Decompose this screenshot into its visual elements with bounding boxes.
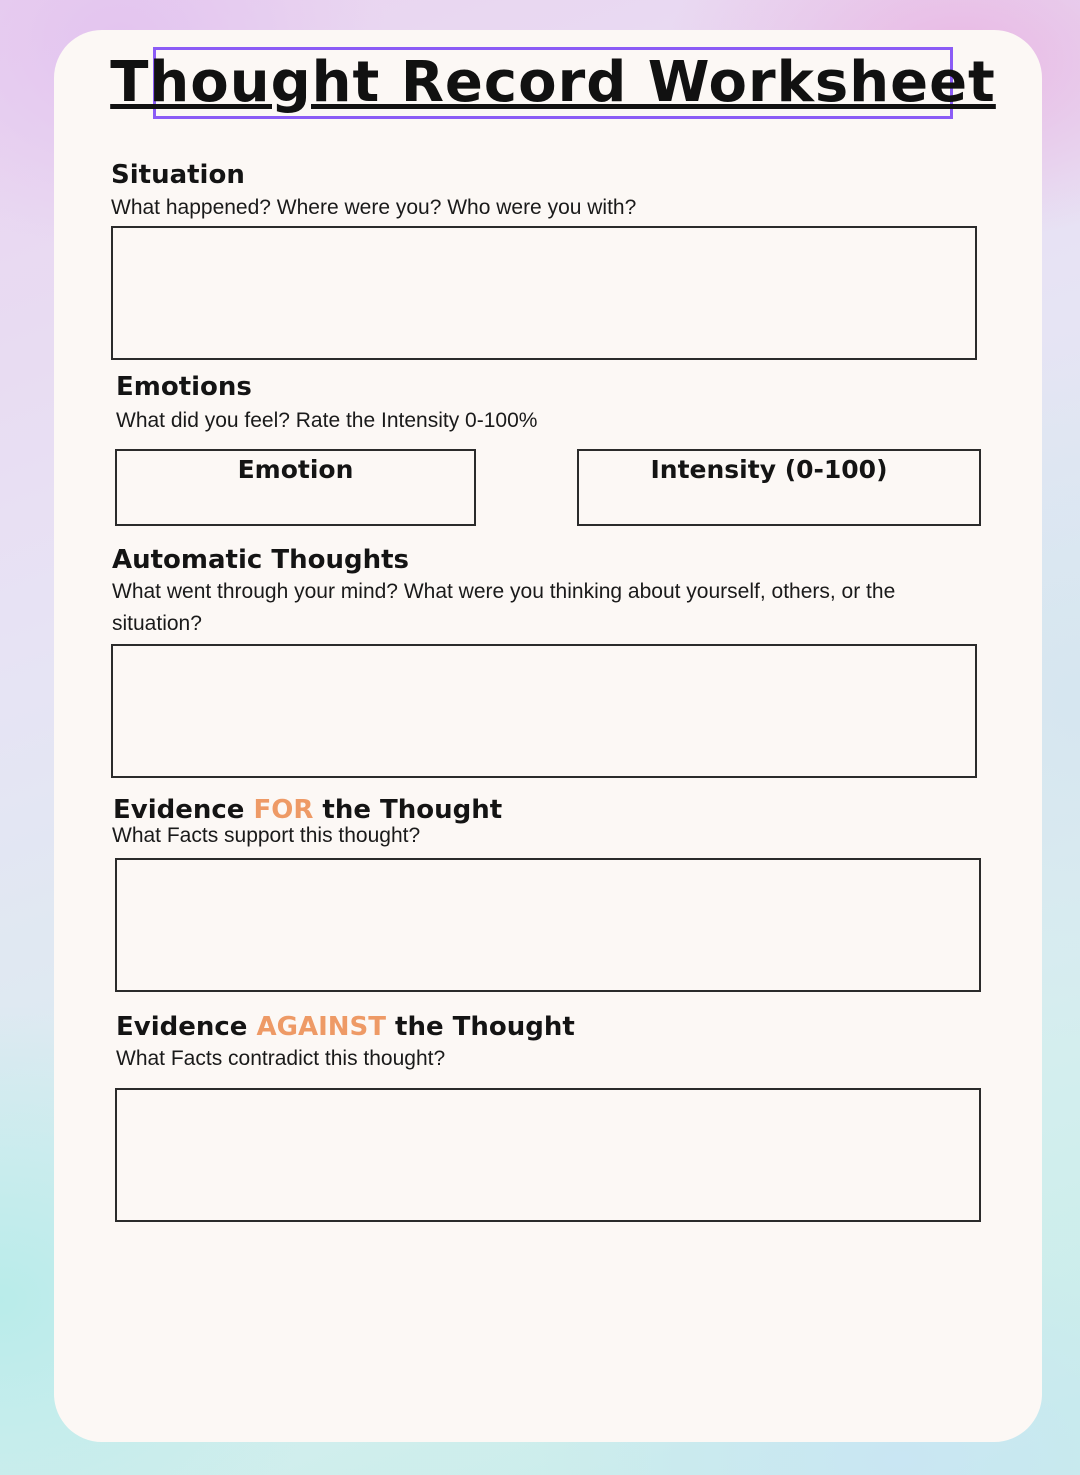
situation-answer-box[interactable] xyxy=(111,226,977,360)
evidence-against-heading-pre: Evidence xyxy=(116,1012,257,1042)
title-frame xyxy=(110,47,996,119)
situation-heading: Situation xyxy=(111,160,245,190)
intensity-column-label: Intensity (0-100) xyxy=(650,455,888,484)
automatic-thoughts-answer-box[interactable] xyxy=(111,644,977,778)
emotion-answer-box[interactable] xyxy=(115,449,476,526)
evidence-for-prompt: What Facts support this thought? xyxy=(112,824,421,847)
evidence-for-answer-box[interactable] xyxy=(115,858,981,992)
emotion-column-label: Emotion xyxy=(237,455,354,484)
situation-prompt: What happened? Where were you? Who were you with? xyxy=(111,196,637,219)
evidence-against-heading-post: the Thought xyxy=(385,1012,575,1042)
evidence-against-prompt: What Facts contradict this thought? xyxy=(116,1047,446,1070)
evidence-for-heading xyxy=(113,797,502,823)
evidence-against-highlight: AGAINST xyxy=(256,1012,386,1042)
automatic-thoughts-heading: Automatic Thoughts xyxy=(112,545,410,575)
emotions-prompt: What did you feel? Rate the Intensity 0-100% xyxy=(116,409,538,432)
evidence-for-heading-pre: Evidence xyxy=(113,795,254,825)
page-title: Thought Record Worksheet xyxy=(110,50,996,115)
evidence-against-heading xyxy=(116,1014,575,1040)
intensity-answer-box[interactable] xyxy=(577,449,981,526)
evidence-for-highlight: FOR xyxy=(253,795,314,825)
automatic-thoughts-prompt: What went through your mind? What were you thinking about yourself, others, or the situation? xyxy=(112,580,896,635)
evidence-for-heading-post: the Thought xyxy=(313,795,503,825)
emotions-heading: Emotions xyxy=(116,372,252,402)
evidence-against-answer-box[interactable] xyxy=(115,1088,981,1222)
